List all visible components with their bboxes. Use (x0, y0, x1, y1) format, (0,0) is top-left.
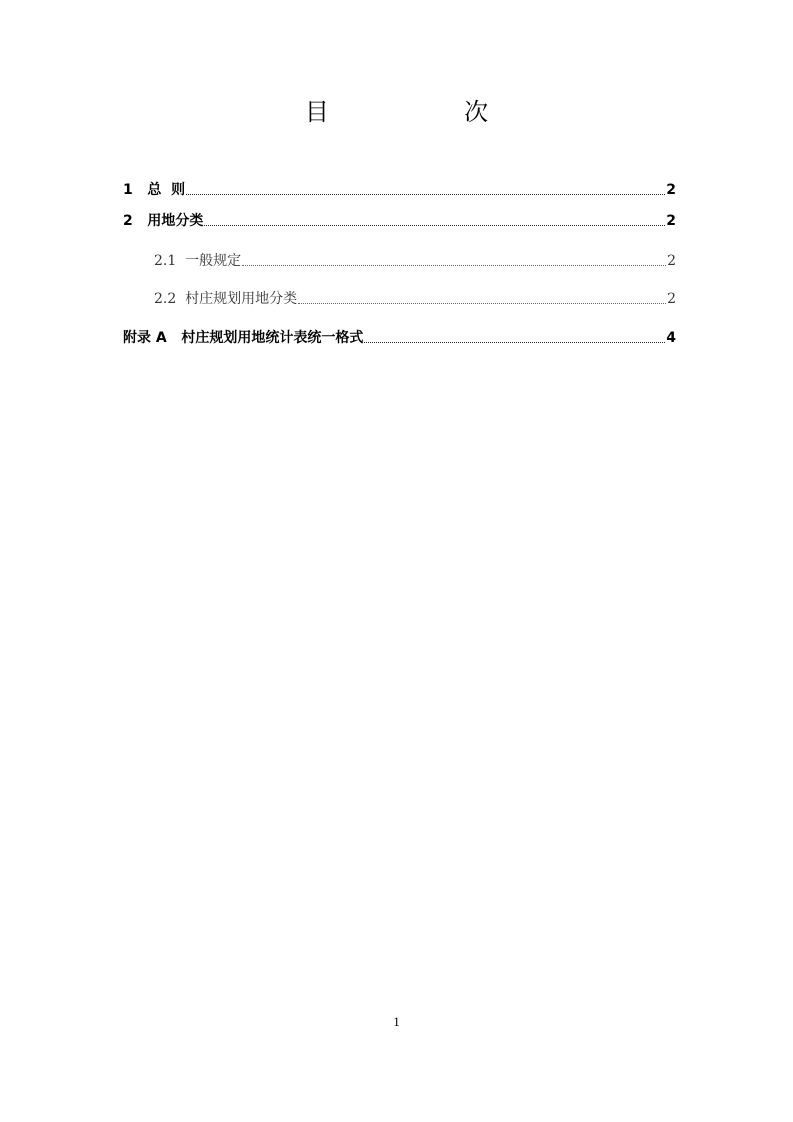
toc-entry-page: 2 (666, 182, 676, 198)
dot-leader (364, 341, 665, 343)
toc-entry-page: 2 (666, 213, 676, 229)
page-title: 目 次 (304, 98, 529, 126)
toc-entry-appendix-a[interactable] (123, 328, 676, 348)
dot-leader (186, 193, 665, 195)
toc-entry-land-classification[interactable] (123, 211, 676, 231)
toc-entry-general-rules[interactable] (123, 251, 676, 271)
dot-leader (242, 264, 666, 266)
toc-entry-label: 2.2 村庄规划用地分类 (154, 291, 298, 307)
toc-entry-label: 2 用地分类 (123, 213, 204, 229)
toc-entry-general-provisions[interactable] (123, 180, 676, 200)
toc-entry-label: 附录 A 村庄规划用地统计表统一格式 (123, 330, 364, 346)
toc-entry-label: 1 总 则 (123, 182, 186, 198)
toc-entry-page: 2 (667, 253, 676, 269)
dot-leader (204, 224, 665, 226)
toc-entry-page: 4 (666, 330, 676, 346)
toc-entry-label: 2.1 一般规定 (154, 253, 242, 269)
dot-leader (298, 302, 666, 304)
footer-page-number: 1 (393, 1014, 400, 1029)
toc-entry-village-land-classification[interactable] (123, 289, 676, 309)
toc-entry-page: 2 (667, 291, 676, 307)
